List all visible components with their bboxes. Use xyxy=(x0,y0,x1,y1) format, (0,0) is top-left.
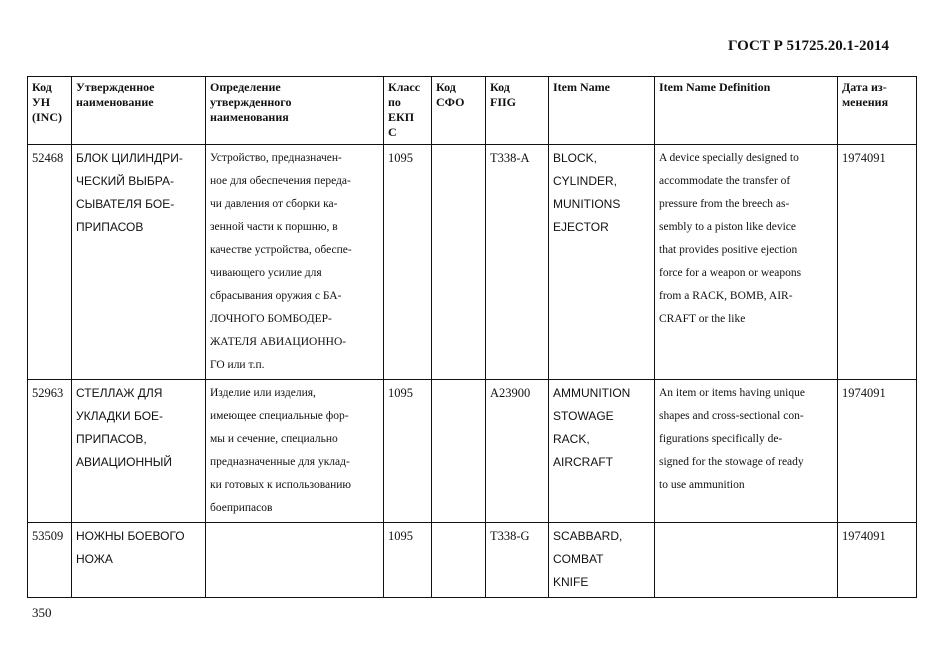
col-header-approved-name: Утвержденное наименование xyxy=(72,77,206,145)
cell-inc: 52963 xyxy=(28,380,72,523)
col-header-class: Класс по ЕКП С xyxy=(384,77,432,145)
cell-item-definition: A device specially designed to accommodate the transfer of pressure from the breech as- sembly to a piston like device that provides positive ejection force for a weapon or weapons from a RACK, BOMB, AIR- CRAFT or the like xyxy=(655,145,838,380)
cell-approved-name: БЛОК ЦИЛИНДРИ- ЧЕСКИЙ ВЫБРА- СЫВАТЕЛЯ БОЕ- ПРИПАСОВ xyxy=(72,145,206,380)
cell-fiig: T338-G xyxy=(486,523,549,598)
cell-class: 1095 xyxy=(384,145,432,380)
cell-class: 1095 xyxy=(384,380,432,523)
table-row xyxy=(28,523,917,598)
cell-definition: Изделие или изделия, имеющее специальные фор- мы и сечение, специально предназначенные для уклад- ки готовых к использованию боеприпасов xyxy=(206,380,384,523)
cell-item-definition xyxy=(655,523,838,598)
col-header-fiig: Код FIIG xyxy=(486,77,549,145)
col-header-item-name: Item Name xyxy=(549,77,655,145)
cell-approved-name: НОЖНЫ БОЕВОГО НОЖА xyxy=(72,523,206,598)
cell-date: 1974091 xyxy=(838,380,917,523)
cell-item-name: AMMUNITION STOWAGE RACK, AIRCRAFT xyxy=(549,380,655,523)
cell-approved-name: СТЕЛЛАЖ ДЛЯ УКЛАДКИ БОЕ- ПРИПАСОВ, АВИАЦИОННЫЙ xyxy=(72,380,206,523)
cell-definition xyxy=(206,523,384,598)
page-number: 350 xyxy=(32,605,52,620)
catalog-table xyxy=(27,76,917,598)
cell-sfo xyxy=(432,380,486,523)
document-number: ГОСТ Р 51725.20.1-2014 xyxy=(727,38,889,54)
col-header-item-definition: Item Name Definition xyxy=(655,77,838,145)
table-header-row xyxy=(28,77,917,145)
col-header-inc: Код УН (INC) xyxy=(28,77,72,145)
cell-sfo xyxy=(432,145,486,380)
col-header-date: Дата из- менения xyxy=(838,77,917,145)
table-row xyxy=(28,145,917,380)
col-header-sfo: Код СФО xyxy=(432,77,486,145)
cell-inc: 53509 xyxy=(28,523,72,598)
cell-fiig: A23900 xyxy=(486,380,549,523)
cell-item-name: BLOCK, CYLINDER, MUNITIONS EJECTOR xyxy=(549,145,655,380)
col-header-definition: Определение утвержденного наименования xyxy=(206,77,384,145)
cell-class: 1095 xyxy=(384,523,432,598)
cell-definition: Устройство, предназначен- ное для обеспечения переда- чи давления от сборки ка- зенной части к поршню, в качестве устройства, обеспе- чивающего усилие для сбрасывания оружия с БА- ЛОЧНОГО БОМБОДЕР- ЖАТЕЛЯ АВИАЦИОННО- ГО или т.п. xyxy=(206,145,384,380)
cell-fiig: T338-A xyxy=(486,145,549,380)
cell-inc: 52468 xyxy=(28,145,72,380)
table-row xyxy=(28,380,917,523)
cell-sfo xyxy=(432,523,486,598)
cell-item-definition: An item or items having unique shapes and cross-sectional con- figurations specifically de- signed for the stowage of ready to use ammunition xyxy=(655,380,838,523)
cell-date: 1974091 xyxy=(838,523,917,598)
cell-item-name: SCABBARD, COMBAT KNIFE xyxy=(549,523,655,598)
cell-date: 1974091 xyxy=(838,145,917,380)
